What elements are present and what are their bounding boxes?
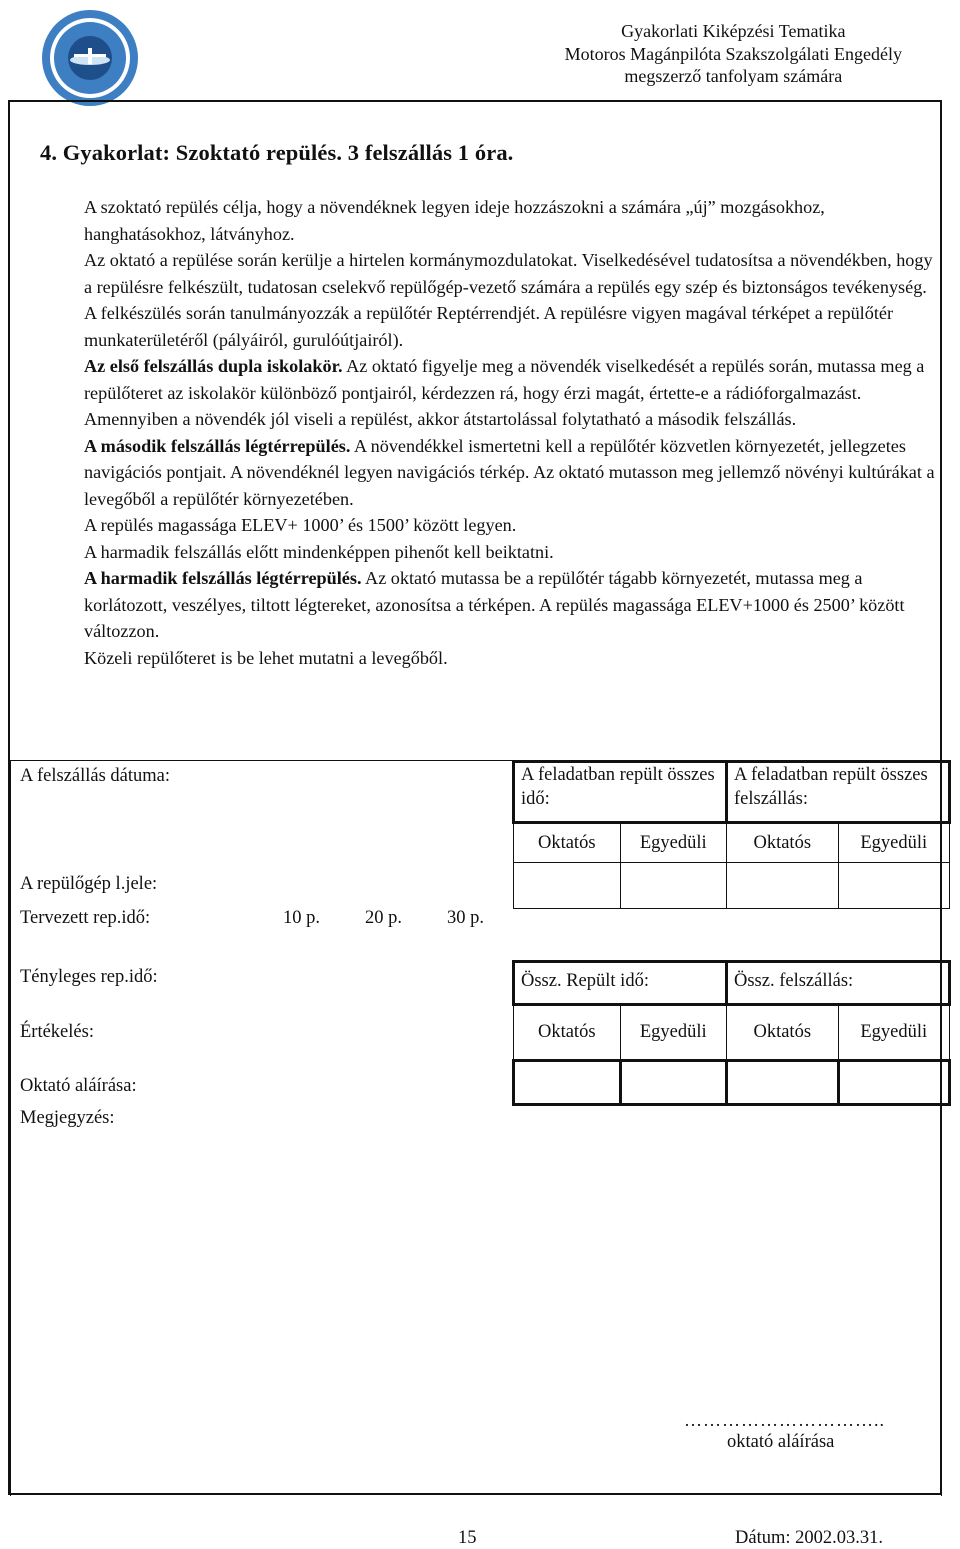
- task-takeoffs-solo-value[interactable]: [838, 863, 950, 909]
- third-takeoff-text: Az oktató mutassa be a repülőtér tágabb környezetét, mutassa meg a korlátozott, veszélyes, tiltott légtereket, azonosítsa a térképen. A repülés magassága ELEV+1000 és 2500’ között változzon.: [84, 568, 905, 641]
- planned-option-30[interactable]: 30 p.: [447, 908, 484, 928]
- remarks-label: Megjegyzés:: [20, 1108, 115, 1128]
- task-time-solo-value[interactable]: [620, 863, 727, 909]
- overall-time-instructor-value[interactable]: [514, 1061, 621, 1105]
- first-takeoff-heading: Az első felszállás dupla iskolakör.: [84, 356, 343, 376]
- actual-flight-time-label: Tényleges rep.idő:: [20, 967, 158, 987]
- second-takeoff-text: A növendékkel ismertetni kell a repülőtér közvetlen környezetét, jellegzetes navigációs pontjait. A növendéknél legyen navigációs térkép. Az oktató mutasson meg jellemző növényi kultúrákat a levegőből a repülőtér környezetében.: [84, 435, 935, 509]
- paragraph-rest: A harmadik felszállás előtt mindenképpen pihenőt kell beiktatni.: [84, 541, 554, 562]
- overall-takeoffs-header: Össz. felszállás:: [727, 962, 950, 1005]
- document-date: Dátum: 2002.03.31.: [735, 1528, 883, 1548]
- overall-time-solo-col: Egyedüli: [620, 1005, 727, 1061]
- planned-flight-time-label: Tervezett rep.idő:: [20, 908, 151, 928]
- aircraft-registration-label: A repülőgép l.jele:: [20, 874, 158, 894]
- paragraph-nearby-airfield: Közeli repülőteret is be lehet mutatni a levegőből.: [84, 647, 448, 668]
- paragraph-altitude: A repülés magassága ELEV+ 1000’ és 1500’ között legyen.: [84, 515, 517, 535]
- exercise-title: 4. Gyakorlat: Szoktató repülés. 3 felszállás 1 óra.: [40, 140, 514, 165]
- paragraph-purpose: A szoktató repülés célja, hogy a növendéknek legyen ideje hozzászokni a számára „új” mozgásokhoz, hanghatásokhoz, látványhoz.: [84, 197, 825, 244]
- task-takeoffs-solo-col: Egyedüli: [838, 823, 950, 863]
- task-total-takeoffs-header: A feladatban repült összes felszállás:: [727, 762, 950, 823]
- task-takeoffs-instructor-col: Oktatós: [727, 823, 839, 863]
- takeoff-date-label: A felszállás dátuma:: [20, 766, 171, 786]
- task-time-instructor-value[interactable]: [514, 863, 621, 909]
- third-takeoff-heading: A harmadik felszállás légtérrepülés.: [84, 568, 362, 588]
- planned-option-10[interactable]: 10 p.: [283, 908, 320, 928]
- paragraph-second-takeoff: [84, 433, 940, 513]
- planned-option-20[interactable]: 20 p.: [365, 908, 402, 928]
- overall-time-solo-value[interactable]: [620, 1061, 727, 1105]
- task-time-instructor-col: Oktatós: [514, 823, 621, 863]
- paragraph-third-takeoff: [84, 565, 940, 645]
- signature-line: …………………………..: [684, 1410, 885, 1430]
- school-seal-logo: [40, 8, 140, 108]
- overall-time-instructor-col: Oktatós: [514, 1005, 621, 1061]
- page-number: 15: [458, 1528, 477, 1548]
- overall-totals-table: [512, 960, 951, 1106]
- task-takeoffs-instructor-value[interactable]: [727, 863, 839, 909]
- exercise-description: [84, 194, 940, 671]
- instructor-signature-caption: oktató aláírása: [727, 1432, 835, 1452]
- overall-takeoffs-solo-col: Egyedüli: [838, 1005, 950, 1061]
- header-line-1: Gyakorlati Kiképzési Tematika: [621, 21, 846, 41]
- header-block: [565, 20, 902, 88]
- first-takeoff-text: Az oktató figyelje meg a növendék viselkedését a repülés során, mutassa meg a repülőteret az iskolakör különböző pontjairól, kérdezzen rá, hogy érzi magát, értette-e a rádióforgalmazást. Amennyiben a növendék jól viseli a repülést, akkor átstartolással folytatható a második felszállás.: [84, 356, 925, 429]
- header-line-3: megszerző tanfolyam számára: [624, 66, 843, 86]
- paragraph-preparation: A felkészülés során tanulmányozzák a repülőtér Reptérrendjét. A repülésre vigyen magával térképet a repülőtér munkaterületéről (pályáiról, gurulóútjairól).: [84, 303, 894, 350]
- overall-takeoffs-instructor-value[interactable]: [727, 1061, 839, 1105]
- evaluation-label: Értékelés:: [20, 1022, 94, 1042]
- task-totals-table: [512, 760, 951, 909]
- overall-flight-time-header: Össz. Repült idő:: [514, 962, 727, 1005]
- task-time-solo-col: Egyedüli: [620, 823, 727, 863]
- overall-takeoffs-instructor-col: Oktatós: [727, 1005, 839, 1061]
- paragraph-first-takeoff: [84, 353, 940, 433]
- second-takeoff-heading: A második felszállás légtérrepülés.: [84, 435, 351, 456]
- overall-takeoffs-solo-value[interactable]: [838, 1061, 950, 1105]
- task-total-time-header: A feladatban repült összes idő:: [514, 762, 727, 823]
- header-line-2: Motoros Magánpilóta Szakszolgálati Engedély: [564, 43, 902, 64]
- instructor-signature-label: Oktató aláírása:: [20, 1076, 137, 1096]
- paragraph-instructor-behaviour: Az oktató a repülése során kerülje a hirtelen kormánymozdulatokat. Viselkedésével tudatosítsa a növendékben, hogy a repülésre felkészült, tudatosan cselekvő repülőgép-vezető számára a repülés egy szép és biztonságos tevékenység.: [84, 250, 933, 297]
